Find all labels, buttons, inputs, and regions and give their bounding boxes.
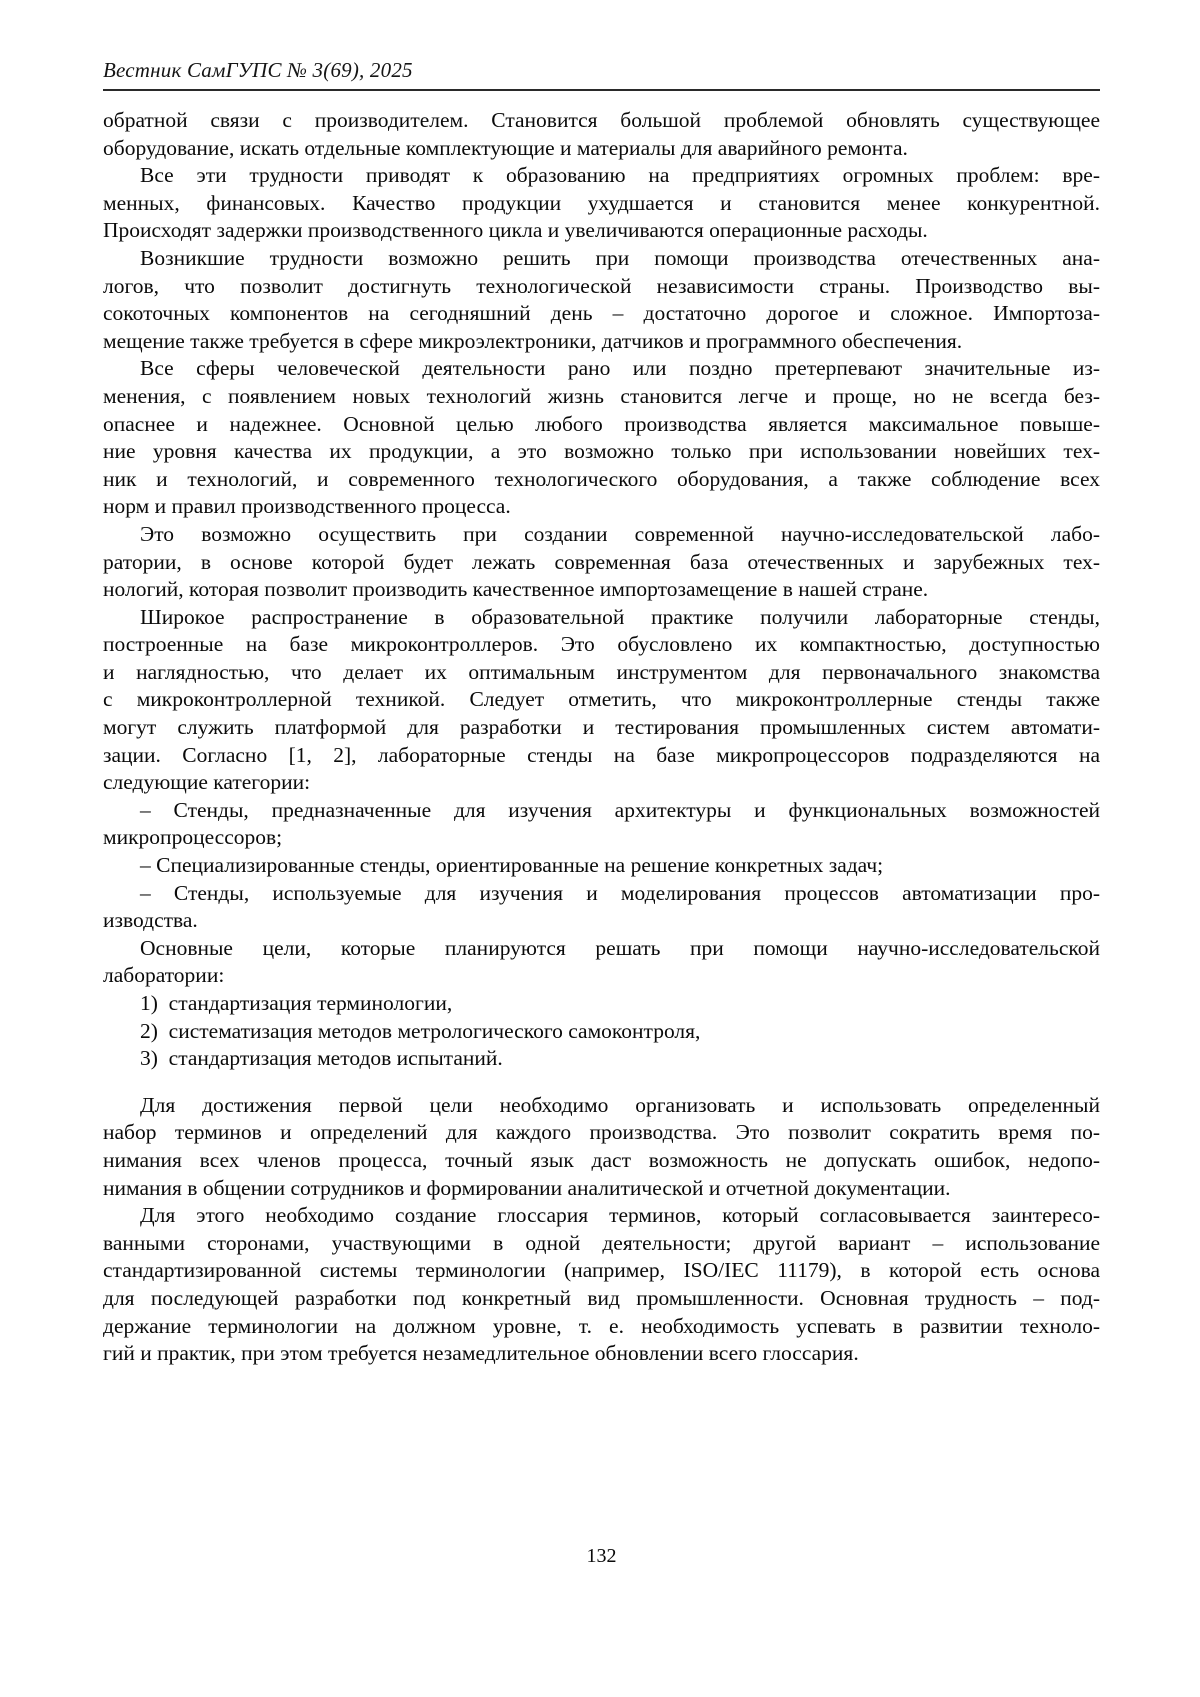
text-line: ник и технологий, и современного технологического оборудования, а также соблюдение всех (103, 466, 1100, 491)
text-line: для последующей разработки под конкретный вид промышленности. Основная трудность – под- (103, 1285, 1100, 1310)
text-line: и наглядностью, что делает их оптимальным инструментом для первоначального знакомства (103, 659, 1100, 684)
text-line: сокоточных компонентов на сегодняшний день – достаточно дорогое и сложное. Импортоза- (103, 301, 1100, 326)
paragraph (103, 1202, 1100, 1368)
text-line: лаборатории: (103, 963, 225, 988)
text-line: Для достижения первой цели необходимо организовать и использовать определенный (140, 1092, 1100, 1117)
text-line: логов, что позволит достигнуть технологической независимости страны. Производство вы- (103, 273, 1100, 298)
text-line: Это возможно осуществить при создании современной научно-исследовательской лабо- (140, 521, 1100, 546)
running-header: Вестник СамГУПС № 3(69), 2025 (103, 58, 1100, 91)
text-line: Все эти трудности приводят к образованию на предприятиях огромных проблем: вре- (140, 163, 1100, 188)
text-line: менения, с появлением новых технологий жизнь становится легче и проще, но не всегда без- (103, 383, 1100, 408)
text-line: оборудование, искать отдельные комплектующие и материалы для аварийного ремонта. (103, 135, 908, 160)
text-line: ние уровня качества их продукции, а это возможно только при использовании новейших тех- (103, 439, 1100, 464)
text-line: ванными сторонами, участвующими в одной деятельности; другой вариант – использование (103, 1230, 1100, 1255)
list-item-numbered (103, 1045, 1100, 1073)
paragraph (103, 521, 1100, 604)
list-item-dash (103, 880, 1100, 935)
text-line: набор терминов и определений для каждого производства. Это позволит сократить время по- (103, 1120, 1100, 1145)
list-item-dash (103, 797, 1100, 852)
text-line: следующие категории: (103, 770, 311, 795)
text-line: гий и практик, при этом требуется незамедлительное обновлении всего глоссария. (103, 1341, 859, 1366)
text-line: – Стенды, используемые для изучения и моделирования процессов автоматизации про- (140, 880, 1100, 905)
text-line: Происходят задержки производственного цикла и увеличиваются операционные расходы. (103, 218, 928, 243)
text-line: ратории, в основе которой будет лежать современная база отечественных и зарубежных тех- (103, 549, 1100, 574)
text-line: 1) стандартизация терминологии, (140, 991, 453, 1015)
text-line: нологий, которая позволит производить качественное импортозамещение в нашей стране. (103, 577, 929, 602)
text-line: мещение также требуется в сфере микроэлектроники, датчиков и программного обеспечения. (103, 328, 963, 353)
text-line: опаснее и надежнее. Основной целью любого производства является максимальное повыше- (103, 411, 1100, 436)
text-line: Основные цели, которые планируются решать при помощи научно-исследовательской (140, 935, 1100, 960)
article-body (103, 107, 1100, 1368)
paragraph (103, 355, 1100, 521)
text-line: норм и правил производственного процесса. (103, 494, 511, 519)
paragraph (103, 604, 1100, 797)
text-line: могут служить платформой для разработки и тестирования промышленных систем автомати- (103, 715, 1100, 740)
text-line: нимания в общении сотрудников и формировании аналитической и отчетной документации. (103, 1175, 951, 1200)
text-line: Широкое распространение в образовательной практике получили лабораторные стенды, (140, 604, 1100, 629)
text-line: стандартизированной системы терминологии (например, ISO/IEC 11179), в которой есть основа (103, 1258, 1100, 1283)
text-line: нимания всех членов процесса, точный язык даст возможность не допускать ошибок, недопо- (103, 1147, 1100, 1172)
paragraph (103, 935, 1100, 990)
page-number: 132 (586, 1545, 617, 1567)
text-line: Все сферы человеческой деятельности рано или поздно претерпевают значительные из- (140, 356, 1100, 381)
text-line: 3) стандартизация методов испытаний. (140, 1046, 503, 1071)
text-line: – Стенды, предназначенные для изучения архитектуры и функциональных возможностей (140, 797, 1100, 822)
list-item-numbered (103, 1018, 1100, 1046)
text-line: микропроцессоров; (103, 825, 283, 850)
text-line: с микроконтроллерной техникой. Следует отметить, что микроконтроллерные стенды также (103, 687, 1100, 712)
text-line: держание терминологии на должном уровне, т. е. необходимость успевать в развитии техноло- (103, 1313, 1100, 1338)
text-line: Возникшие трудности возможно решить при помощи производства отечественных ана- (140, 245, 1100, 270)
text-line: обратной связи с производителем. Становится большой проблемой обновлять существующее (103, 108, 1100, 132)
text-line: зации. Согласно [1, 2], лабораторные стенды на базе микропроцессоров подразделяются на (103, 742, 1100, 767)
paragraph-continued (103, 107, 1100, 162)
paragraph (103, 162, 1100, 245)
text-line: 2) систематизация методов метрологического самоконтроля, (140, 1018, 701, 1043)
text-line: менных, финансовых. Качество продукции ухудшается и становится менее конкурентной. (103, 190, 1100, 215)
text-line: Для этого необходимо создание глоссария терминов, который согласовывается заинтересо- (140, 1203, 1100, 1228)
text-line: построенные на базе микроконтроллеров. Это обусловлено их компактностью, доступностью (103, 632, 1100, 657)
text-line: – Специализированные стенды, ориентированные на решение конкретных задач; (140, 853, 884, 878)
list-item-numbered (103, 990, 1100, 1018)
paragraph (103, 1092, 1100, 1202)
paragraph (103, 245, 1100, 355)
list-item-dash (103, 852, 1100, 880)
text-line: изводства. (103, 908, 198, 933)
paragraph-gap (103, 1073, 1100, 1092)
